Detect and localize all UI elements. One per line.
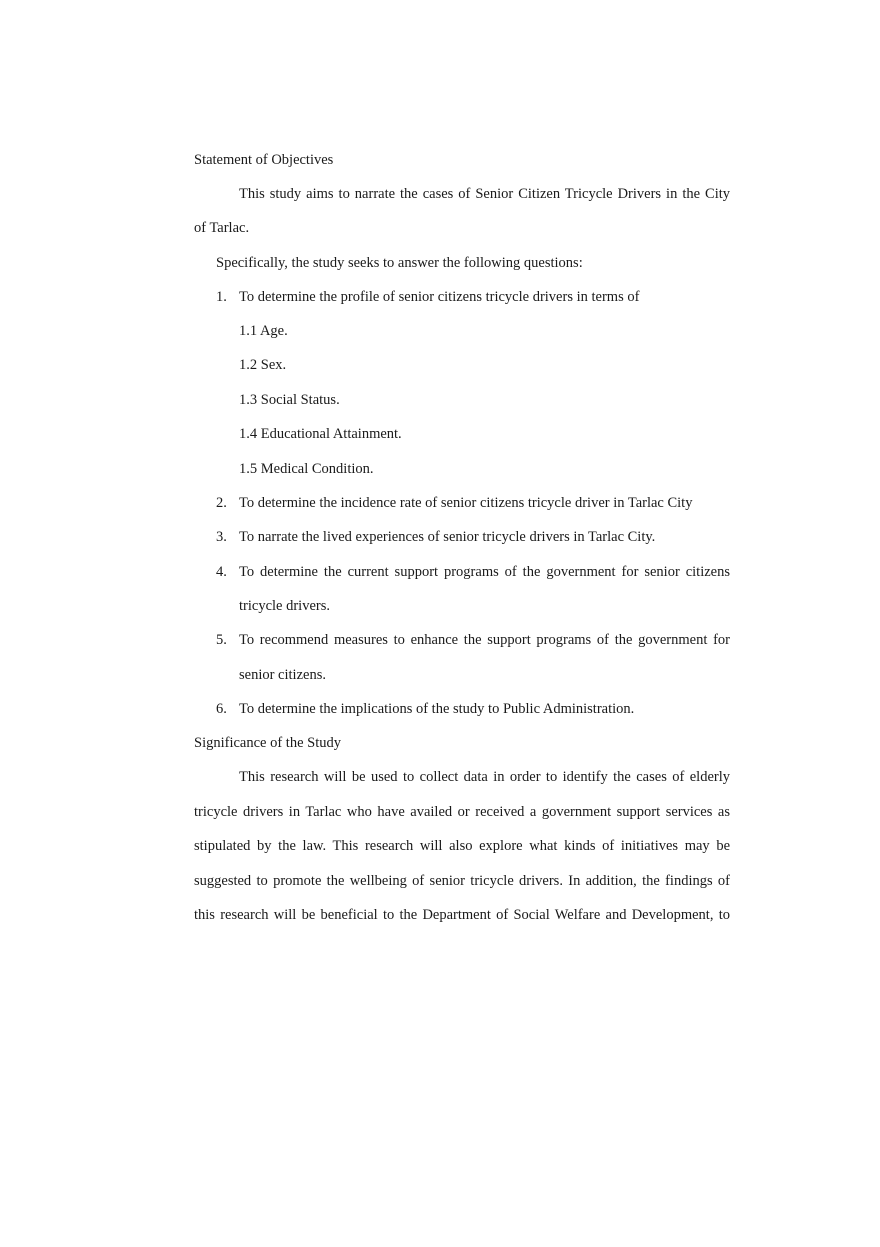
subitem-sex: 1.2 Sex. (239, 357, 287, 373)
objectives-intro-line-2: of Tarlac. (194, 220, 250, 236)
significance-heading: Significance of the Study (194, 735, 341, 751)
list-item-number: 5. (216, 632, 227, 648)
list-item-text: To determine the profile of senior citizens tricycle drivers in terms of (239, 289, 640, 305)
list-item-number: 3. (216, 529, 227, 545)
list-item-number: 1. (216, 289, 227, 305)
list-item-text-line-1: To recommend measures to enhance the support programs of the government for (239, 632, 730, 648)
significance-line-1: This research will be used to collect data in order to identify the cases of elderly (239, 769, 730, 785)
significance-line-4: suggested to promote the wellbeing of senior tricycle drivers. In addition, the findings of (194, 873, 730, 889)
objectives-intro-line-1: This study aims to narrate the cases of Senior Citizen Tricycle Drivers in the City (239, 186, 730, 202)
list-item-text-line-2: senior citizens. (239, 667, 326, 683)
list-item-text: To determine the implications of the study to Public Administration. (239, 701, 635, 717)
significance-line-3: stipulated by the law. This research will also explore what kinds of initiatives may be (194, 838, 730, 854)
list-item-text: To determine the incidence rate of senior citizens tricycle driver in Tarlac City (239, 495, 693, 511)
list-item-number: 2. (216, 495, 227, 511)
subitem-age: 1.1 Age. (239, 323, 288, 339)
subitem-educational-attainment: 1.4 Educational Attainment. (239, 426, 402, 442)
list-item-text-line-2: tricycle drivers. (239, 598, 330, 614)
subitem-social-status: 1.3 Social Status. (239, 392, 340, 408)
questions-intro: Specifically, the study seeks to answer the following questions: (216, 255, 583, 271)
list-item-text: To narrate the lived experiences of senior tricycle drivers in Tarlac City. (239, 529, 656, 545)
significance-line-2: tricycle drivers in Tarlac who have availed or received a government support services as (194, 804, 730, 820)
significance-line-5: this research will be beneficial to the Department of Social Welfare and Development, to (194, 907, 730, 923)
list-item-text-line-1: To determine the current support programs of the government for senior citizens (239, 564, 730, 580)
objectives-heading: Statement of Objectives (194, 152, 334, 168)
list-item-number: 6. (216, 701, 227, 717)
subitem-medical-condition: 1.5 Medical Condition. (239, 461, 374, 477)
list-item-number: 4. (216, 564, 227, 580)
